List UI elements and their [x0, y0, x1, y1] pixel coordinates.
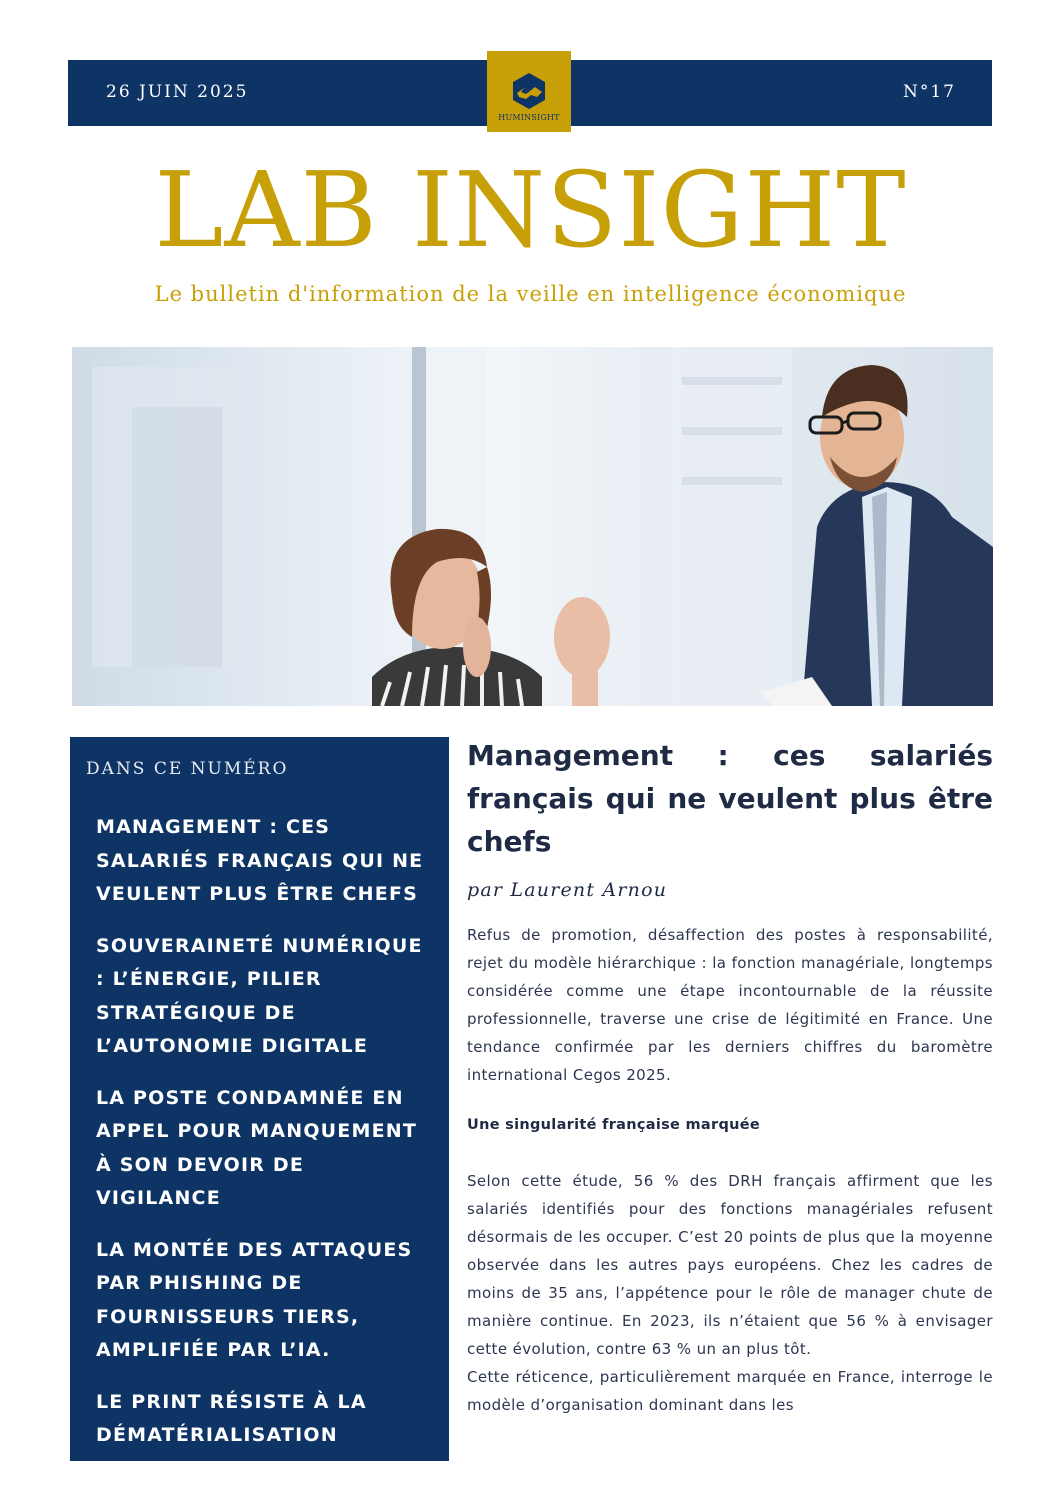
hexagon-handshake-icon: [509, 71, 549, 111]
article-byline: par Laurent Arnou: [467, 879, 668, 901]
main-article: [467, 734, 993, 1419]
logo-text: HUMINSIGHT: [498, 113, 560, 122]
toc-item-print[interactable]: LE PRINT RÉSISTE À LA DÉMATÉRIALISATION: [96, 1390, 367, 1446]
article-subheading: Une singularité française marquée: [467, 1117, 761, 1133]
toc-item-souverainete[interactable]: SOUVERAINETÉ NUMÉRIQUE : L’ÉNERGIE, PILIER STRATÉGIQUE DE L’AUTONOMIE DIGITALE: [96, 934, 423, 1057]
masthead-subtitle: Le bulletin d'information de la veille en intelligence économique: [154, 282, 907, 306]
toc-item-management[interactable]: MANAGEMENT : CES SALARIÉS FRANÇAIS QUI NE VEULENT PLUS ÊTRE CHEFS: [96, 816, 424, 905]
hero-photo: [72, 347, 993, 706]
article-title: Management : ces salariés français qui ne veulent plus être chefs: [467, 739, 993, 858]
article-body-1: Selon cette étude, 56 % des DRH français affirment que les salariés identifiés pour des fonctions managériales refusent désormais de les occuper. C’est 20 points de plus que la moyenne observée dans les autres pays européens. Chez les cadres de moins de 35 ans, l’appétence pour le rôle de manager chute de manière continue. En 2023, ils n’étaient que 56 % à envisager cette évolution, contre 63 % un an plus tôt.: [467, 1172, 993, 1358]
toc-item-la-poste[interactable]: LA POSTE CONDAMNÉE EN APPEL POUR MANQUEMENT À SON DEVOIR DE VIGILANCE: [96, 1086, 418, 1209]
article-intro: Refus de promotion, désaffection des postes à responsabilité, rejet du modèle hiérarchique : la fonction managériale, longtemps considérée comme une étape incontournable de la réussite professionnelle, traverse une crise de légitimité en France. Une tendance confirmée par les derniers chiffres du baromètre international Cegos 2025.: [467, 926, 993, 1084]
issue-date: 26 JUIN 2025: [106, 82, 249, 102]
issue-number: N°17: [902, 82, 956, 102]
article-body-2: Cette réticence, particulièrement marquée en France, interroge le modèle d’organisation dominant dans les: [467, 1368, 993, 1414]
masthead-title: LAB INSIGHT: [154, 149, 907, 271]
huminsight-logo: [487, 51, 571, 132]
office-scene-illustration: [72, 347, 993, 706]
table-of-contents: [70, 737, 449, 1461]
toc-heading: DANS CE NUMÉRO: [86, 759, 289, 779]
toc-item-phishing[interactable]: LA MONTÉE DES ATTAQUES PAR PHISHING DE FOURNISSEURS TIERS, AMPLIFIÉE PAR L’IA.: [96, 1238, 413, 1361]
